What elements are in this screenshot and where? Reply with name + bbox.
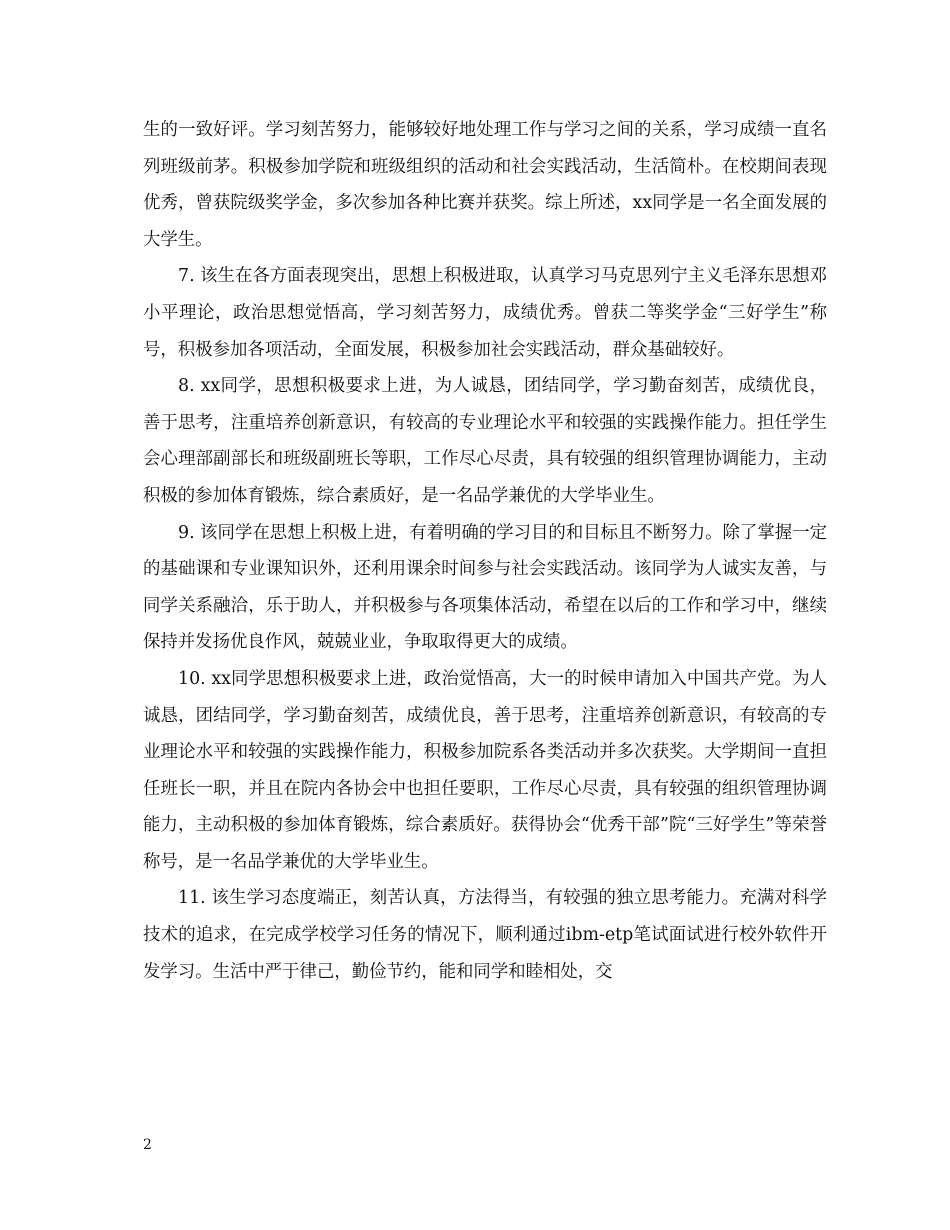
page-number: 2 [143,1137,152,1153]
paragraph-item-7: 7. 该生在各方面表现突出，思想上积极进取，认真学习马克思列宁主义毛泽东思想邓小平理论，政治思想觉悟高，学习刻苦努力，成绩优秀。曾获二等奖学金“三好学生”称号，积极参加各项活动，全面发展，积极参加社会实践活动，群众基础较好。 [143,266,827,360]
paragraph-item-9: 9. 该同学在思想上积极上进，有着明确的学习目的和目标且不断努力。除了掌握一定的基础课和专业课知识外，还利用课余时间参与社会实践活动。该同学为人诚实友善，与同学关系融洽，乐于助人，并积极参与各项集体活动，希望在以后的工作和学习中，继续保持并发扬优良作风，兢兢业业，争取取得更大的成绩。 [143,522,827,653]
paragraph-item-11: 11. 该生学习态度端正，刻苦认真，方法得当，有较强的独立思考能力。充满对科学技术的追求，在完成学校学习任务的情况下，顺利通过ibm-etp笔试面试进行校外软件开发学习。生活中严于律己，勤俭节约，能和同学和睦相处，交 [143,888,827,982]
paragraph-continuation: 生的一致好评。学习刻苦努力，能够较好地处理工作与学习之间的关系，学习成绩一直名列班级前茅。积极参加学院和班级组织的活动和社会实践活动，生活简朴。在校期间表现优秀，曾获院级奖学金，多次参加各种比赛并获奖。综上所述，xx同学是一名全面发展的大学生。 [143,120,827,250]
paragraph-item-8: 8. xx同学，思想积极要求上进，为人诚恳，团结同学，学习勤奋刻苦，成绩优良，善于思考，注重培养创新意识，有较高的专业理论水平和较强的实践操作能力。担任学生会心理部副部长和班级副班长等职，工作尽心尽责，具有较强的组织管理协调能力，主动积极的参加体育锻炼，综合素质好，是一名品学兼优的大学毕业生。 [143,376,827,506]
paragraph-item-10: 10. xx同学思想积极要求上进，政治觉悟高，大一的时候申请加入中国共产党。为人诚恳，团结同学，学习勤奋刻苦，成绩优良，善于思考，注重培养创新意识，有较高的专业理论水平和较强的实践操作能力，积极参加院系各类活动并多次获奖。大学期间一直担任班长一职，并且在院内各协会中也担任要职，工作尽心尽责，具有较强的组织管理协调能力，主动积极的参加体育锻炼，综合素质好。获得协会“优秀干部”院“三好学生”等荣誉称号，是一名品学兼优的大学毕业生。 [143,668,827,872]
document-body [143,112,827,990]
